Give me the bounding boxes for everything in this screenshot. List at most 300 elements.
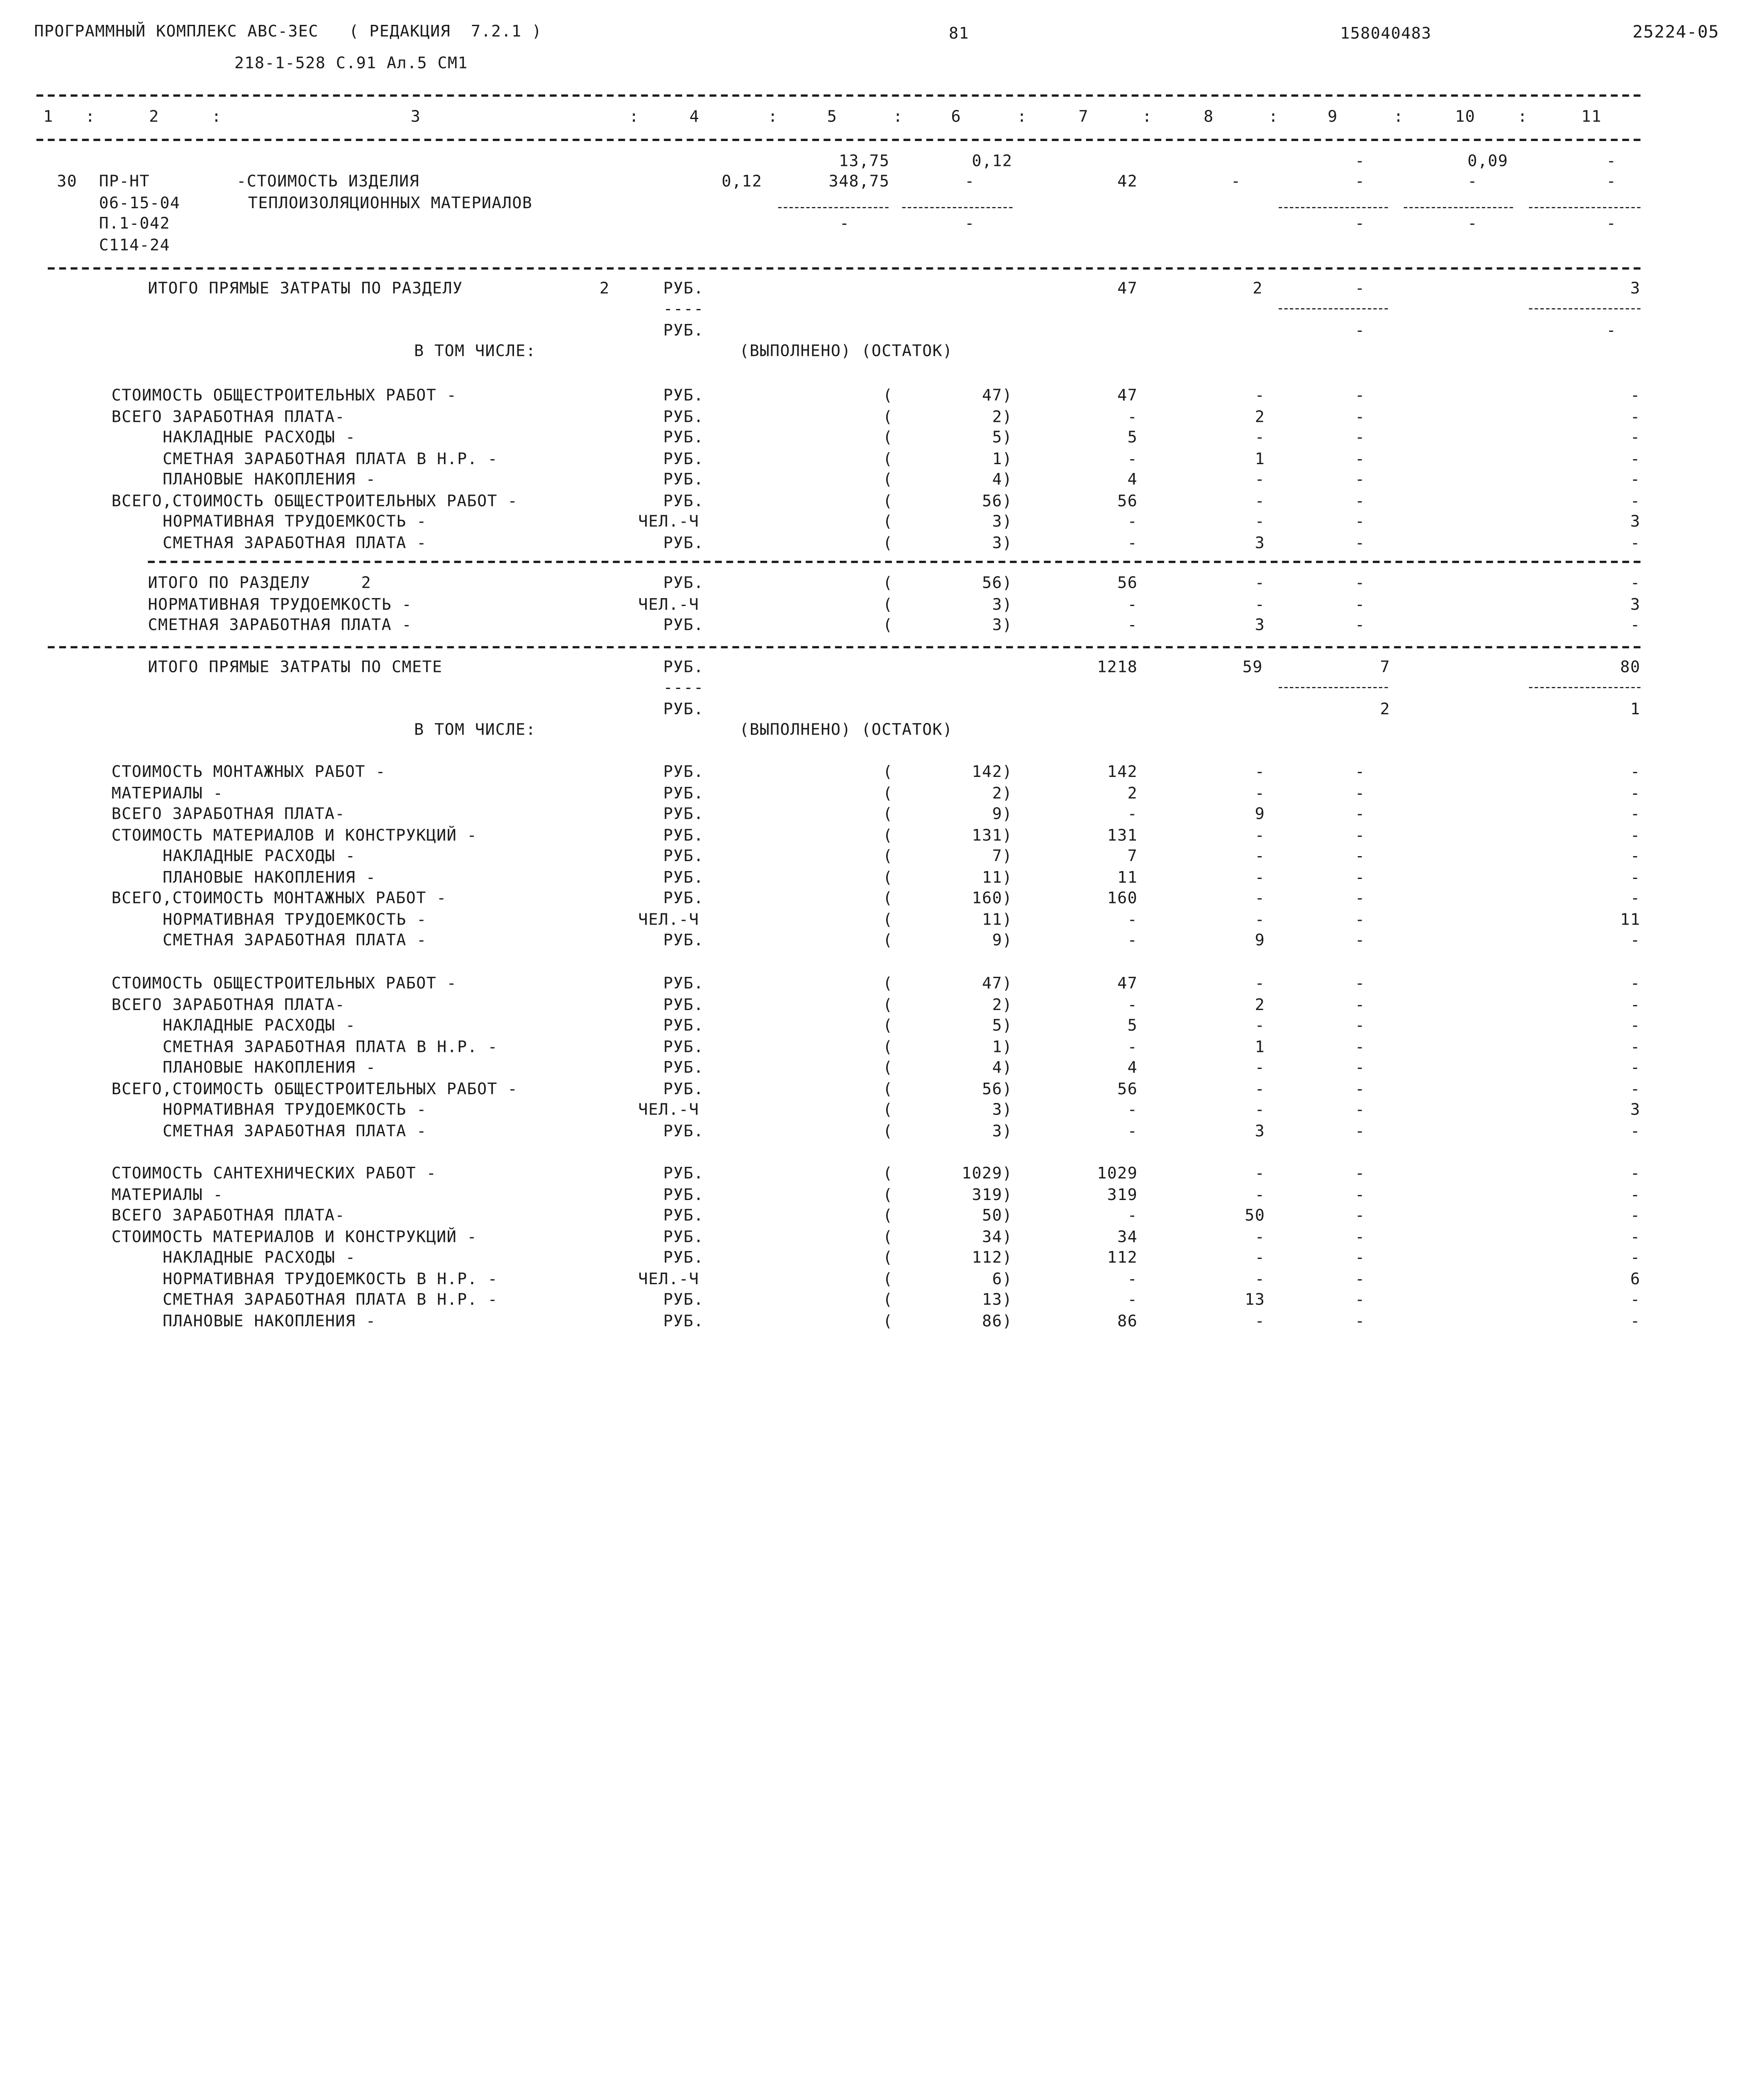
breakdown-col8: -: [1255, 1185, 1265, 1204]
column-number: 6: [951, 108, 961, 127]
item-col5-rule: [778, 207, 889, 208]
breakdown-col9: -: [1355, 910, 1365, 929]
breakdown-col7: 47: [1117, 387, 1138, 405]
breakdown-col7: 5: [1127, 428, 1138, 447]
breakdown-col8: 2: [1255, 996, 1265, 1014]
section-total-unit: РУБ.: [663, 280, 704, 298]
item-code-line: 06-15-04: [99, 194, 180, 213]
breakdown-col9: -: [1355, 931, 1365, 950]
item-col10-rule: [1404, 207, 1513, 208]
breakdown-col11: -: [1630, 826, 1641, 845]
breakdown-label: НОРМАТИВНАЯ ТРУДОЕМКОСТЬ В Н.Р. -: [163, 1270, 498, 1288]
breakdown-label: ВСЕГО ЗАРАБОТНАЯ ПЛАТА-: [111, 408, 345, 426]
breakdown-col7: 34: [1117, 1228, 1138, 1246]
item-col5-dash: -: [839, 215, 850, 234]
breakdown-col11: -: [1630, 1038, 1641, 1056]
breakdown-done-value: 11): [982, 868, 1013, 887]
breakdown-label: СТОИМОСТЬ САНТЕХНИЧЕСКИХ РАБОТ -: [111, 1165, 437, 1183]
column-number: 3: [410, 108, 421, 127]
breakdown-unit: РУБ.: [663, 975, 704, 993]
breakdown-done-value: 319): [972, 1185, 1013, 1204]
breakdown-unit: РУБ.: [663, 408, 704, 426]
breakdown-col9: -: [1355, 1291, 1365, 1310]
breakdown-label: ПЛАНОВЫЕ НАКОПЛЕНИЯ -: [163, 1312, 376, 1330]
breakdown-col7: 56: [1117, 492, 1138, 510]
breakdown-open-paren: (: [882, 1249, 893, 1267]
breakdown-done-value: 1): [992, 1038, 1013, 1056]
column-separator: :: [1268, 108, 1279, 127]
program-title: ПРОГРАММНЫЙ КОМПЛЕКС АВС-ЗЕС ( РЕДАКЦИЯ 7.2.1 ): [34, 22, 542, 41]
breakdown-col11: 6: [1630, 1270, 1641, 1288]
breakdown-unit: РУБ.: [663, 1165, 704, 1183]
breakdown-unit: РУБ.: [663, 450, 704, 468]
breakdown-open-paren: (: [882, 534, 893, 553]
breakdown-done-value: 2): [992, 408, 1013, 426]
item-name-line: -СТОИМОСТЬ ИЗДЕЛИЯ: [236, 173, 420, 191]
item-code-line: П.1-042: [99, 215, 170, 234]
breakdown-unit: РУБ.: [663, 616, 704, 635]
breakdown-label: СМЕТНАЯ ЗАРАБОТНАЯ ПЛАТА В Н.Р. -: [163, 1291, 498, 1310]
breakdown-unit: РУБ.: [663, 574, 704, 593]
section-total-col11-rule: [1529, 308, 1641, 309]
breakdown-unit: РУБ.: [663, 931, 704, 950]
breakdown-col7: 2: [1127, 784, 1138, 803]
item-col10-value: 0,09: [1467, 152, 1508, 171]
section-breakdown-rule: [148, 561, 1640, 563]
breakdown-open-paren: (: [882, 763, 893, 781]
breakdown-done-value: 7): [992, 847, 1013, 866]
column-number: 7: [1078, 108, 1089, 127]
item-col11-dash: -: [1606, 173, 1617, 191]
breakdown-col7: -: [1127, 408, 1138, 426]
breakdown-col8: 3: [1255, 1122, 1265, 1141]
breakdown-col11: -: [1630, 931, 1641, 950]
breakdown-col8: -: [1255, 1059, 1265, 1077]
breakdown-col9: -: [1355, 1080, 1365, 1098]
breakdown-unit: РУБ.: [663, 889, 704, 908]
item-col6-dash: -: [965, 173, 975, 191]
item-col11-rule: [1529, 207, 1641, 208]
column-separator: :: [1394, 108, 1404, 127]
breakdown-open-paren: (: [882, 1207, 893, 1225]
breakdown-label: СТОИМОСТЬ ОБЩЕСТРОИТЕЛЬНЫХ РАБОТ -: [111, 387, 457, 405]
breakdown-col8: 1: [1255, 450, 1265, 468]
column-separator: :: [212, 108, 222, 127]
breakdown-col8: -: [1255, 492, 1265, 510]
estimate-total-col9: 2: [1380, 701, 1390, 719]
item-rule-bottom: [48, 267, 1640, 269]
breakdown-col11: -: [1630, 1080, 1641, 1098]
breakdown-unit: РУБ.: [663, 1291, 704, 1310]
breakdown-label: ПЛАНОВЫЕ НАКОПЛЕНИЯ -: [163, 868, 376, 887]
breakdown-col7: 56: [1117, 574, 1138, 593]
breakdown-unit: ЧЕЛ.-Ч: [638, 595, 699, 614]
breakdown-col8: 9: [1255, 805, 1265, 824]
breakdown-unit: РУБ.: [663, 471, 704, 489]
breakdown-col11: -: [1630, 1165, 1641, 1183]
breakdown-col9: -: [1355, 428, 1365, 447]
breakdown-col11: 3: [1630, 513, 1641, 531]
breakdown-col9: -: [1355, 1270, 1365, 1288]
breakdown-col9: -: [1355, 1059, 1365, 1077]
breakdown-unit: ЧЕЛ.-Ч: [638, 910, 699, 929]
breakdown-col9: -: [1355, 847, 1365, 866]
breakdown-col9: -: [1355, 595, 1365, 614]
breakdown-open-paren: (: [882, 1312, 893, 1330]
breakdown-unit: РУБ.: [663, 387, 704, 405]
breakdown-done-value: 56): [982, 492, 1013, 510]
breakdown-col11: -: [1630, 471, 1641, 489]
document-subtitle: 218-1-528 С.91 Ал.5 СМ1: [234, 54, 468, 73]
section-total-col9-rule: [1279, 308, 1388, 309]
breakdown-col11: -: [1630, 1122, 1641, 1141]
breakdown-col8: -: [1255, 910, 1265, 929]
breakdown-col8: -: [1255, 868, 1265, 887]
breakdown-done-value: 4): [992, 471, 1013, 489]
breakdown-col9: -: [1355, 408, 1365, 426]
breakdown-col11: 11: [1620, 910, 1641, 929]
breakdown-unit: РУБ.: [663, 847, 704, 866]
estimate-total-col9-rule: [1279, 687, 1388, 688]
breakdown-open-paren: (: [882, 1101, 893, 1120]
breakdown-col7: -: [1127, 450, 1138, 468]
breakdown-label: НОРМАТИВНАЯ ТРУДОЕМКОСТЬ -: [163, 1101, 427, 1120]
breakdown-label: СМЕТНАЯ ЗАРАБОТНАЯ ПЛАТА -: [163, 931, 427, 950]
breakdown-done-value: 13): [982, 1291, 1013, 1310]
breakdown-done-value: 6): [992, 1270, 1013, 1288]
breakdown-unit: РУБ.: [663, 805, 704, 824]
header-rule-bottom: [37, 139, 1640, 141]
breakdown-col9: -: [1355, 387, 1365, 405]
breakdown-done-value: 9): [992, 931, 1013, 950]
header-rule-top: [37, 95, 1640, 97]
breakdown-unit: ЧЕЛ.-Ч: [638, 1101, 699, 1120]
breakdown-open-paren: (: [882, 616, 893, 635]
breakdown-done-value: 2): [992, 784, 1013, 803]
breakdown-open-paren: (: [882, 1080, 893, 1098]
breakdown-col8: -: [1255, 763, 1265, 781]
item-col6-unit-price: 0,12: [972, 152, 1013, 171]
breakdown-done-value: 142): [972, 763, 1013, 781]
breakdown-open-paren: (: [882, 595, 893, 614]
section-total-label: ИТОГО ПРЯМЫЕ ЗАТРАТЫ ПО РАЗДЕЛУ: [148, 280, 463, 298]
breakdown-done-value: 1): [992, 450, 1013, 468]
breakdown-open-paren: (: [882, 826, 893, 845]
section-done-remainder-label: (ВЫПОЛНЕНО) (ОСТАТОК): [739, 342, 953, 361]
breakdown-unit: РУБ.: [663, 763, 704, 781]
breakdown-col11: -: [1630, 1312, 1641, 1330]
breakdown-col8: -: [1255, 574, 1265, 593]
breakdown-open-paren: (: [882, 996, 893, 1014]
column-separator: :: [85, 108, 96, 127]
breakdown-col7: -: [1127, 513, 1138, 531]
breakdown-col11: 3: [1630, 595, 1641, 614]
section-total-col11: 3: [1630, 280, 1641, 298]
breakdown-col7: -: [1127, 534, 1138, 553]
breakdown-col8: -: [1255, 513, 1265, 531]
breakdown-open-paren: (: [882, 1122, 893, 1141]
breakdown-label: МАТЕРИАЛЫ -: [111, 1185, 224, 1204]
item-col5-total: 348,75: [828, 173, 890, 191]
breakdown-col7: 86: [1117, 1312, 1138, 1330]
breakdown-label: СМЕТНАЯ ЗАРАБОТНАЯ ПЛАТА -: [163, 1122, 427, 1141]
breakdown-open-paren: (: [882, 805, 893, 824]
breakdown-col7: 7: [1127, 847, 1138, 866]
breakdown-label: НОРМАТИВНАЯ ТРУДОЕМКОСТЬ -: [163, 513, 427, 531]
breakdown-col7: -: [1127, 1207, 1138, 1225]
breakdown-done-value: 3): [992, 534, 1013, 553]
breakdown-col11: -: [1630, 805, 1641, 824]
estimate-total-col8: 59: [1242, 658, 1263, 677]
breakdown-col8: 13: [1245, 1291, 1265, 1310]
column-number: 11: [1581, 108, 1602, 127]
breakdown-col11: -: [1630, 763, 1641, 781]
breakdown-col11: -: [1630, 868, 1641, 887]
breakdown-col9: -: [1355, 1185, 1365, 1204]
breakdown-col7: -: [1127, 1270, 1138, 1288]
breakdown-col11: -: [1630, 975, 1641, 993]
breakdown-label: НАКЛАДНЫЕ РАСХОДЫ -: [163, 847, 356, 866]
breakdown-label: ВСЕГО ЗАРАБОТНАЯ ПЛАТА-: [111, 805, 345, 824]
breakdown-col8: -: [1255, 387, 1265, 405]
breakdown-col9: -: [1355, 784, 1365, 803]
breakdown-done-value: 47): [982, 975, 1013, 993]
breakdown-col7: -: [1127, 996, 1138, 1014]
breakdown-label: МАТЕРИАЛЫ -: [111, 784, 224, 803]
breakdown-col8: -: [1255, 847, 1265, 866]
breakdown-done-value: 3): [992, 1122, 1013, 1141]
breakdown-col7: 47: [1117, 975, 1138, 993]
breakdown-col8: 50: [1245, 1207, 1265, 1225]
breakdown-col11: -: [1630, 1185, 1641, 1204]
column-separator: :: [1017, 108, 1028, 127]
breakdown-col11: -: [1630, 1207, 1641, 1225]
breakdown-col9: -: [1355, 1122, 1365, 1141]
item-col10-dash: -: [1467, 173, 1478, 191]
breakdown-col9: -: [1355, 1249, 1365, 1267]
breakdown-col11: -: [1630, 1228, 1641, 1246]
section-total-col9: -: [1355, 322, 1365, 340]
breakdown-open-paren: (: [882, 910, 893, 929]
item-col9-rule: [1279, 207, 1388, 208]
breakdown-done-value: 1029): [962, 1165, 1013, 1183]
breakdown-unit: РУБ.: [663, 1207, 704, 1225]
breakdown-open-paren: (: [882, 868, 893, 887]
breakdown-label: НАКЛАДНЫЕ РАСХОДЫ -: [163, 1249, 356, 1267]
breakdown-col8: -: [1255, 1165, 1265, 1183]
breakdown-label: СТОИМОСТЬ МАТЕРИАЛОВ И КОНСТРУКЦИЙ -: [111, 1228, 478, 1246]
breakdown-open-paren: (: [882, 931, 893, 950]
breakdown-col8: -: [1255, 826, 1265, 845]
breakdown-open-paren: (: [882, 492, 893, 510]
breakdown-col8: -: [1255, 471, 1265, 489]
breakdown-unit: РУБ.: [663, 996, 704, 1014]
breakdown-open-paren: (: [882, 450, 893, 468]
breakdown-unit: РУБ.: [663, 1122, 704, 1141]
section-summary-rule: [48, 646, 1640, 648]
breakdown-done-value: 11): [982, 910, 1013, 929]
item-col10-dash: -: [1467, 215, 1478, 234]
breakdown-col7: -: [1127, 616, 1138, 635]
item-col6-dash: -: [965, 215, 975, 234]
breakdown-open-paren: (: [882, 471, 893, 489]
breakdown-col8: -: [1255, 1312, 1265, 1330]
breakdown-col9: -: [1355, 471, 1365, 489]
breakdown-unit: РУБ.: [663, 784, 704, 803]
breakdown-unit: РУБ.: [663, 1228, 704, 1246]
breakdown-open-paren: (: [882, 784, 893, 803]
breakdown-unit: РУБ.: [663, 1249, 704, 1267]
item-name-line: ТЕПЛОИЗОЛЯЦИОННЫХ МАТЕРИАЛОВ: [248, 194, 533, 213]
breakdown-col11: -: [1630, 450, 1641, 468]
estimate-subheading: В ТОМ ЧИСЛЕ:: [414, 721, 536, 740]
breakdown-unit: РУБ.: [663, 1312, 704, 1330]
estimate-total-unit: РУБ.: [663, 701, 704, 719]
breakdown-col8: 3: [1255, 616, 1265, 635]
column-separator: :: [1142, 108, 1152, 127]
breakdown-open-paren: (: [882, 513, 893, 531]
item-col11-dash: -: [1606, 152, 1617, 171]
item-col9-dash: -: [1355, 215, 1365, 234]
item-col9-dash: -: [1355, 173, 1365, 191]
estimate-total-col11: 80: [1620, 658, 1641, 677]
breakdown-label: СМЕТНАЯ ЗАРАБОТНАЯ ПЛАТА В Н.Р. -: [163, 450, 498, 468]
breakdown-col11: -: [1630, 1017, 1641, 1035]
breakdown-done-value: 2): [992, 996, 1013, 1014]
breakdown-label: ВСЕГО,СТОИМОСТЬ МОНТАЖНЫХ РАБОТ -: [111, 889, 447, 908]
breakdown-col9: -: [1355, 1101, 1365, 1120]
breakdown-col11: -: [1630, 847, 1641, 866]
breakdown-col11: -: [1630, 1291, 1641, 1310]
breakdown-unit: РУБ.: [663, 1080, 704, 1098]
estimate-total-unit-separator: ----: [663, 679, 704, 697]
breakdown-label: НАКЛАДНЫЕ РАСХОДЫ -: [163, 428, 356, 447]
breakdown-done-value: 56): [982, 1080, 1013, 1098]
breakdown-col8: -: [1255, 1017, 1265, 1035]
breakdown-col9: -: [1355, 1312, 1365, 1330]
breakdown-col9: -: [1355, 513, 1365, 531]
estimate-total-col9: 7: [1380, 658, 1390, 677]
breakdown-open-paren: (: [882, 1185, 893, 1204]
breakdown-label: ПЛАНОВЫЕ НАКОПЛЕНИЯ -: [163, 471, 376, 489]
column-number: 4: [689, 108, 700, 127]
breakdown-col8: 3: [1255, 534, 1265, 553]
breakdown-col9: -: [1355, 534, 1365, 553]
column-separator: :: [1518, 108, 1528, 127]
breakdown-col7: -: [1127, 595, 1138, 614]
breakdown-col8: 1: [1255, 1038, 1265, 1056]
breakdown-col8: -: [1255, 1270, 1265, 1288]
breakdown-col11: -: [1630, 1249, 1641, 1267]
breakdown-unit: РУБ.: [663, 868, 704, 887]
breakdown-col7: 319: [1107, 1185, 1138, 1204]
breakdown-open-paren: (: [882, 975, 893, 993]
breakdown-open-paren: (: [882, 1038, 893, 1056]
breakdown-done-value: 4): [992, 1059, 1013, 1077]
breakdown-unit: РУБ.: [663, 826, 704, 845]
breakdown-col7: -: [1127, 931, 1138, 950]
column-separator: :: [893, 108, 904, 127]
breakdown-col7: 1029: [1097, 1165, 1138, 1183]
breakdown-unit: ЧЕЛ.-Ч: [638, 513, 699, 531]
breakdown-col8: -: [1255, 1080, 1265, 1098]
breakdown-label: НАКЛАДНЫЕ РАСХОДЫ -: [163, 1017, 356, 1035]
section-subheading: В ТОМ ЧИСЛЕ:: [414, 342, 536, 361]
column-separator: :: [767, 108, 778, 127]
section-total-unit-separator: ----: [663, 300, 704, 319]
breakdown-col8: -: [1255, 975, 1265, 993]
breakdown-unit: ЧЕЛ.-Ч: [638, 1270, 699, 1288]
breakdown-col11: 3: [1630, 1101, 1641, 1120]
breakdown-col11: -: [1630, 492, 1641, 510]
breakdown-col8: -: [1255, 889, 1265, 908]
section-total-col11: -: [1606, 322, 1617, 340]
breakdown-col11: -: [1630, 387, 1641, 405]
column-number: 5: [827, 108, 838, 127]
breakdown-open-paren: (: [882, 1165, 893, 1183]
estimate-done-remainder-label: (ВЫПОЛНЕНО) (ОСТАТОК): [739, 721, 953, 740]
document-number: 25224-05: [1632, 22, 1720, 42]
breakdown-done-value: 112): [972, 1249, 1013, 1267]
breakdown-col9: -: [1355, 450, 1365, 468]
breakdown-col7: 11: [1117, 868, 1138, 887]
breakdown-done-value: 86): [982, 1312, 1013, 1330]
breakdown-label: НОРМАТИВНАЯ ТРУДОЕМКОСТЬ -: [163, 910, 427, 929]
breakdown-open-paren: (: [882, 889, 893, 908]
breakdown-col7: 56: [1117, 1080, 1138, 1098]
section-total-unit: РУБ.: [663, 322, 704, 340]
item-number: 30: [57, 173, 78, 191]
breakdown-open-paren: (: [882, 428, 893, 447]
breakdown-label: СТОИМОСТЬ ОБЩЕСТРОИТЕЛЬНЫХ РАБОТ -: [111, 975, 457, 993]
breakdown-done-value: 50): [982, 1207, 1013, 1225]
item-code-line: С114-24: [99, 236, 170, 255]
breakdown-col8: -: [1255, 1249, 1265, 1267]
breakdown-done-value: 160): [972, 889, 1013, 908]
breakdown-col7: -: [1127, 1101, 1138, 1120]
breakdown-open-paren: (: [882, 387, 893, 405]
breakdown-done-value: 9): [992, 805, 1013, 824]
breakdown-unit: РУБ.: [663, 1017, 704, 1035]
breakdown-col8: -: [1255, 784, 1265, 803]
breakdown-unit: РУБ.: [663, 492, 704, 510]
breakdown-label: СМЕТНАЯ ЗАРАБОТНАЯ ПЛАТА -: [148, 616, 412, 635]
breakdown-col11: -: [1630, 428, 1641, 447]
breakdown-done-value: 3): [992, 513, 1013, 531]
breakdown-col7: 112: [1107, 1249, 1138, 1267]
breakdown-unit: РУБ.: [663, 1185, 704, 1204]
column-number: 10: [1455, 108, 1476, 127]
column-number: 1: [43, 108, 54, 127]
breakdown-col11: -: [1630, 534, 1641, 553]
section-total-number: 2: [599, 280, 610, 298]
breakdown-col11: -: [1630, 574, 1641, 593]
breakdown-col9: -: [1355, 889, 1365, 908]
breakdown-label: ВСЕГО,СТОИМОСТЬ ОБЩЕСТРОИТЕЛЬНЫХ РАБОТ -: [111, 1080, 518, 1098]
column-number: 2: [149, 108, 159, 127]
breakdown-col11: -: [1630, 408, 1641, 426]
breakdown-col8: -: [1255, 595, 1265, 614]
breakdown-col9: -: [1355, 1017, 1365, 1035]
breakdown-label: ВСЕГО ЗАРАБОТНАЯ ПЛАТА-: [111, 996, 345, 1014]
breakdown-col8: -: [1255, 1101, 1265, 1120]
breakdown-col9: -: [1355, 1165, 1365, 1183]
breakdown-col7: 4: [1127, 471, 1138, 489]
breakdown-label: ИТОГО ПО РАЗДЕЛУ 2: [148, 574, 372, 593]
item-col8-dash: -: [1231, 173, 1241, 191]
breakdown-unit: РУБ.: [663, 428, 704, 447]
breakdown-col7: -: [1127, 910, 1138, 929]
